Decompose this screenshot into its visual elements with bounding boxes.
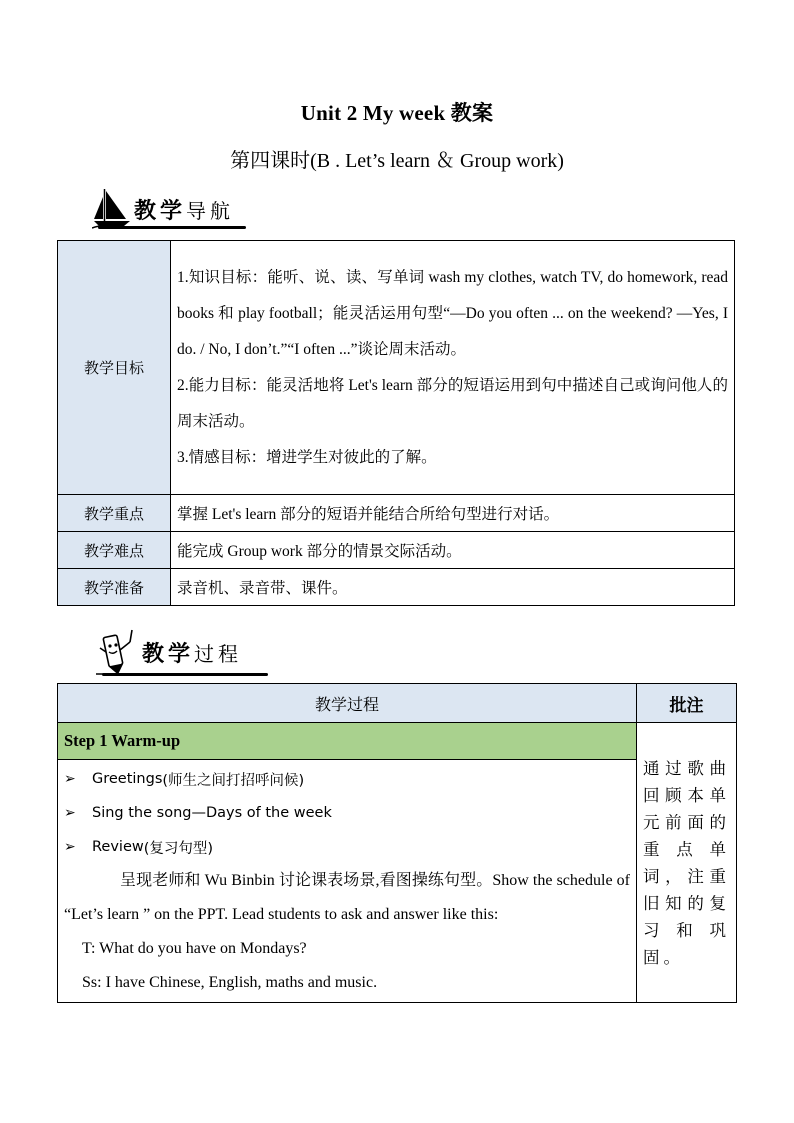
activity-paragraph: 呈现老师和 Wu Binbin 讨论课表场景,看图操练句型。Show the schedule of “Let’s learn ” on the PPT. Lead students to ask and answer like this: <box>64 872 630 923</box>
document-subtitle: 第四课时(B . Let’s learn ＆ Group work) <box>230 150 564 172</box>
goal-knowledge: 1.知识目标：能听、说、读、写单词 wash my clothes, watch TV, do homework, read books 和 play football；能灵活运用句型“—Do you often ... on the weekend? —Yes, I do. / No, I don’t.”“I often ...”谈论周末活动。 <box>177 268 728 358</box>
process-label-light: 过程 <box>194 642 243 666</box>
goals-content <box>171 241 735 495</box>
table-row <box>58 569 735 606</box>
bullet-text: Sing the song—Days of the week <box>92 805 332 821</box>
process-label-bold: 教学 <box>142 642 195 667</box>
arrow-bullet-icon: ➢ <box>64 839 76 855</box>
goal-ability: 2.能力目标：能灵活地将 Let's learn 部分的短语运用到句中描述自己或询问他人的周末活动。 <box>177 376 728 430</box>
table-header-row <box>58 684 737 723</box>
table-row <box>58 532 735 569</box>
table-row <box>58 241 735 495</box>
difficult-head: 教学难点 <box>58 532 171 569</box>
list-item <box>64 762 630 796</box>
nav-label-light: 导航 <box>186 199 235 223</box>
nav-label-bold: 教学 <box>134 199 187 224</box>
prep-content: 录音机、录音带、课件。 <box>171 569 735 606</box>
difficult-content: 能完成 Group work 部分的情景交际活动。 <box>171 532 735 569</box>
section-header-nav <box>92 189 252 229</box>
column-header-notes: 批注 <box>637 684 737 723</box>
step-heading: Step 1 Warm-up <box>58 723 637 760</box>
goals-head: 教学目标 <box>58 241 171 495</box>
table-row <box>58 760 737 1003</box>
process-underline <box>102 673 268 676</box>
section-header-process <box>92 628 272 676</box>
dialog-line: T: What do you have on Mondays? <box>82 940 307 957</box>
bullet-note: (师生之间打招呼问候) <box>162 772 305 789</box>
table-row <box>58 495 735 532</box>
column-header-process: 教学过程 <box>58 684 637 723</box>
key-head: 教学重点 <box>58 495 171 532</box>
bullet-note: (复习句型) <box>143 840 214 857</box>
nav-underline <box>98 226 246 229</box>
arrow-bullet-icon: ➢ <box>64 805 76 821</box>
prep-head: 教学准备 <box>58 569 171 606</box>
arrow-bullet-icon: ➢ <box>64 771 76 787</box>
table-row <box>58 723 737 760</box>
bullet-text: Greetings <box>92 771 163 787</box>
bullet-text: Review <box>92 839 144 855</box>
goal-emotion: 3.情感目标：增进学生对彼此的了解。 <box>177 448 437 466</box>
list-item <box>64 830 630 864</box>
key-content: 掌握 Let's learn 部分的短语并能结合所给句型进行对话。 <box>171 495 735 532</box>
step-content <box>58 760 637 1003</box>
list-item <box>64 796 630 830</box>
sailboat-icon <box>92 189 134 229</box>
pencil-character-icon <box>92 628 136 676</box>
document-title: Unit 2 My week 教案 <box>300 101 494 125</box>
note-content: 通过歌曲回顾本单元前面的重点单词，注重旧知的复习和巩固。 <box>637 723 737 1003</box>
info-table <box>57 240 735 606</box>
dialog-line: Ss: I have Chinese, English, maths and music. <box>82 974 378 991</box>
process-table <box>57 683 737 1003</box>
